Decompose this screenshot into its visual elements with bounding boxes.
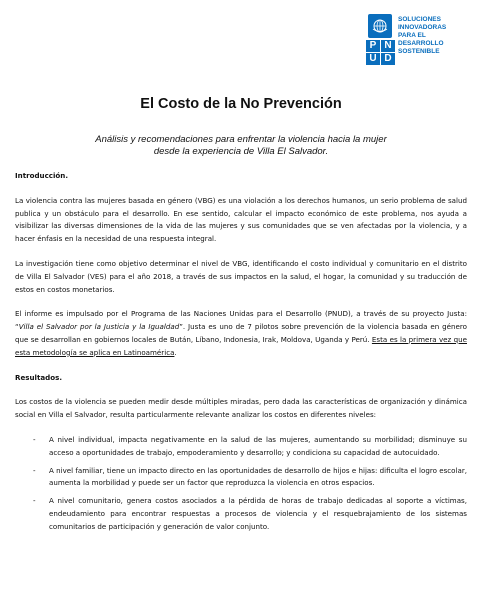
un-globe-icon: [368, 14, 392, 38]
intro-paragraph-2: La investigación tiene como objetivo determinar el nivel de VBG, identificando el costo individual y comunitario en el distrito de Villa El Salvador (VES) para el año 2018, a través de sus impactos en la salud, el hogar, la comunidad y su traducción de estos en costos monetarios.: [15, 258, 467, 294]
results-paragraph-1: Los costos de la violencia se pueden medir desde múltiples miradas, pero dada las características de organización y dinámica social en Villa el Salvador, resulta particularmente relevante analizar los costos en diferentes niveles:: [15, 397, 467, 420]
dash-bullet-icon: -: [33, 496, 36, 506]
intro-p3-end: .: [174, 347, 177, 357]
list-item: [15, 434, 467, 460]
logo-letter: U: [366, 53, 380, 65]
subtitle-line: Análisis y recomendaciones para enfrentar la violencia hacia la mujer: [95, 134, 387, 145]
levels-list: [15, 434, 467, 534]
undp-emblem-block: [366, 14, 394, 65]
intro-paragraph-1: La violencia contra las mujeres basada en género (VBG) es una violación a los derechos humanos, un serio problema de salud publica y un obstáculo para el desarrollo. En ese sentido, calcular el impacto económico de este problema, nos ayuda a visibilizar las diversas dimensiones de la vida de las mujeres y sus comunidades que se ven afectadas por la violencia, y a hacer énfasis en la necesidad de una respuesta integral.: [15, 195, 467, 244]
section-heading-results: Resultados.: [15, 372, 63, 382]
intro-p3-text: El informe es impulsado por el Programa de las Naciones Unidas para el Desarrollo (PNUD), a través de su proyecto Justa: “: [15, 309, 467, 332]
dash-bullet-icon: -: [33, 434, 36, 444]
logo-text-line: INNOVADORAS: [398, 24, 447, 31]
logo-text-line: PARA EL: [398, 32, 426, 39]
section-heading-introduction: Introducción.: [15, 171, 69, 180]
list-item-text: A nivel comunitario, genera costos asociados a la pérdida de horas de trabajo dedicadas al soporte a víctimas, endeudamiento para encontrar respuestas a procesos de violencia y el resquebrajamiento de los sistemas comunitarios de participación y generación de valor conjunto.: [49, 496, 467, 531]
document-subtitle: [60, 134, 422, 158]
logo-letter: N: [381, 40, 395, 52]
intro-paragraph-3: [15, 308, 467, 359]
underlined-statement: Esta es la primera vez que esta metodología se aplica en Latinoamérica: [15, 334, 467, 357]
project-name: Villa el Salvador por la Justicia y la Igualdad: [18, 322, 180, 332]
logo-text-line: DESARROLLO: [398, 40, 444, 47]
logo-letter: D: [381, 53, 395, 65]
list-item: [15, 495, 467, 533]
logo-letter: P: [366, 40, 380, 52]
document-body: [15, 170, 467, 539]
list-item-text: A nivel individual, impacta negativamente en la salud de las mujeres, aumentando su morbilidad; disminuye su acceso a oportunidades de trabajo, empoderamiento y desarrollo; y condiciona su capacidad de autocuidado.: [49, 434, 467, 457]
dash-bullet-icon: -: [33, 465, 36, 475]
logo-text-line: SOSTENIBLE: [398, 48, 440, 55]
undp-logo: [366, 14, 478, 65]
document-title: El Costo de la No Prevención: [140, 96, 342, 112]
logo-tagline: [398, 16, 478, 56]
logo-text-line: SOLUCIONES: [398, 16, 441, 23]
pnud-letters: [366, 40, 394, 65]
intro-p3-text: ”. Justa es uno de 7 pilotos sobre prevención de la violencia basada en género que se desarrollan en gobiernos locales de Bután, Líbano, Indonesia, Irak, Moldova, Uganda y Perú.: [15, 322, 467, 344]
subtitle-line: desde la experiencia de Villa El Salvador.: [153, 146, 329, 157]
list-item-text: A nivel familiar, tiene un impacto directo en las oportunidades de desarrollo de hijos e hijas: dificulta el logro escolar, aumenta la morbilidad y puede ser un factor que reproduzca la violencia en otros espacios.: [49, 465, 467, 488]
list-item: [15, 465, 467, 491]
